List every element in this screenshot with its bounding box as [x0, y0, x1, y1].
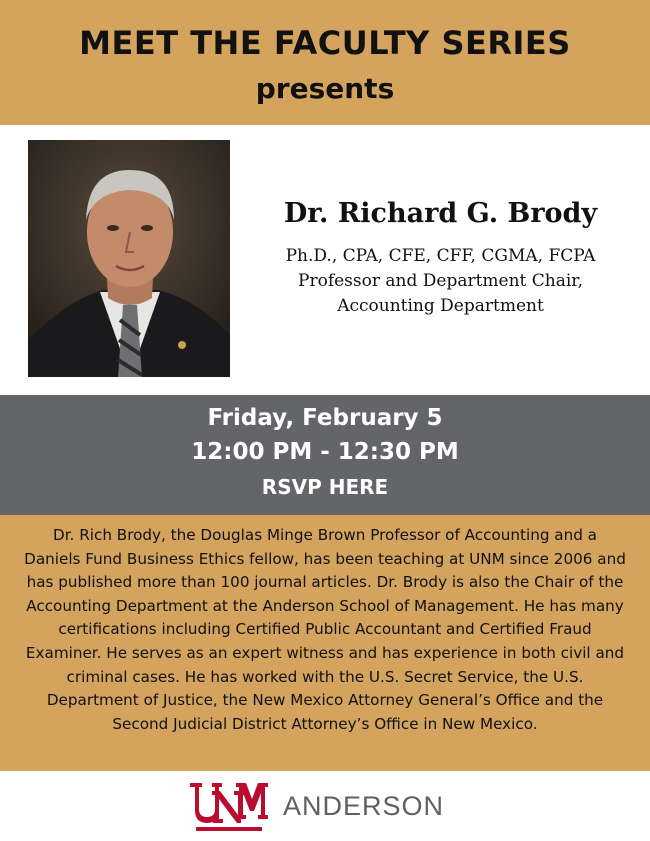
rsvp-line [0, 475, 650, 499]
bio-text: Dr. Rich Brody, the Douglas Minge Brown Professor of Accounting and a Daniels Fund Business Ethics fellow, has been teaching at UNM since 2006 and has published more than 100 journal articles. Dr. Brody is also the Chair of the Accounting Department at the Anderson School of Management. He has many certifications including Certified Public Accountant and Certified Fraud Examiner. He serves as an expert witness and has experience in both civil and criminal cases. He has worked with the U.S. Secret Service, the U.S. Department of Justice, the New Mexico Attorney General’s Office and the Second Judicial District Attorney’s Office in New Mexico. [24, 526, 626, 733]
anderson-wordmark: ANDERSON [283, 791, 445, 821]
series-title: MEET THE FACULTY SERIES [79, 24, 571, 62]
speaker-details [248, 244, 633, 319]
event-day: Friday, February 5 [207, 405, 443, 431]
event-band [0, 395, 650, 515]
speaker-credentials: Ph.D., CPA, CFE, CFF, CGMA, FCPA [285, 246, 596, 266]
bio-section [0, 515, 650, 771]
event-time: 12:00 PM - 12:30 PM [191, 439, 459, 465]
footer [0, 771, 650, 841]
header-banner [0, 0, 650, 125]
speaker-name: Dr. Richard G. Brody [283, 198, 598, 229]
portrait-image [28, 140, 230, 377]
rsvp-here-link[interactable]: HERE [328, 475, 389, 499]
speaker-photo [28, 140, 230, 377]
speaker-title-line2: Accounting Department [337, 296, 544, 316]
unm-logo-letters: UNM [188, 779, 191, 780]
presents-label: presents [255, 72, 395, 105]
speaker-title-line1: Professor and Department Chair, [298, 271, 583, 291]
unm-logo-icon [188, 779, 270, 833]
rsvp-label: RSVP [261, 475, 322, 499]
